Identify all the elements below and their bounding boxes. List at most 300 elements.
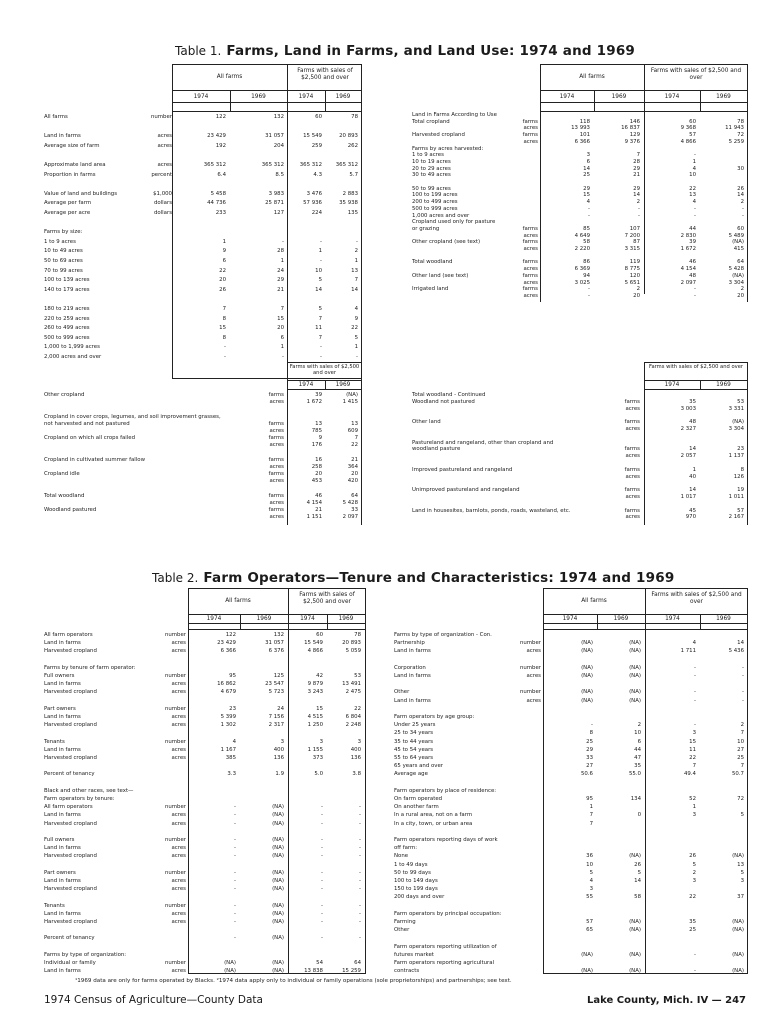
cell-value: 7 <box>318 315 322 322</box>
cell-value: 78 <box>737 118 744 125</box>
cell-value: 20 <box>737 292 744 299</box>
cell-value: 6 <box>586 158 590 165</box>
row-label: Other <box>394 927 410 934</box>
row-unit: farms <box>522 272 538 279</box>
cell-value: 14 <box>634 878 641 884</box>
cell-value: 11 <box>315 325 322 332</box>
cell-value: (NA) <box>581 689 593 696</box>
cell-value: 29 <box>277 277 284 284</box>
cell-value: 47 <box>634 755 641 761</box>
row-label: Other <box>394 689 410 696</box>
cell-value: 6 369 <box>574 266 590 273</box>
row-label: Farm operators by place of residence: <box>394 787 497 794</box>
cell-value: - <box>591 722 593 729</box>
table-row <box>0 253 770 260</box>
table-row <box>0 960 770 968</box>
row-label: Harvested cropland <box>412 132 465 139</box>
cell-value: - <box>224 344 226 351</box>
cell-value: (NA) <box>272 968 284 975</box>
cell-value: - <box>359 812 361 819</box>
cell-value: 5 <box>692 861 696 868</box>
row-unit: number <box>164 837 186 843</box>
t1-right-hdr-1969b: 1969 <box>716 94 731 100</box>
row-unit: farms <box>522 239 538 246</box>
cell-value: 365 312 <box>203 162 226 168</box>
cell-value: 9 376 <box>624 138 640 145</box>
table-row <box>0 280 770 287</box>
cell-value: (NA) <box>629 648 641 655</box>
cell-value: - <box>234 812 236 819</box>
table-row <box>0 172 770 179</box>
row-label: Land in farms <box>44 640 81 647</box>
cell-value: (NA) <box>629 673 641 679</box>
row-unit: acres <box>625 494 640 500</box>
cell-value: - <box>359 878 361 884</box>
row-label: 50 to 69 acres <box>44 258 83 264</box>
cell-value: 1 <box>222 238 226 245</box>
cell-value: 5 458 <box>210 190 226 197</box>
t2-right-hdr-1974b: 1974 <box>665 616 680 622</box>
table-row <box>0 213 770 220</box>
row-label: 1 to 9 acres <box>44 238 76 245</box>
cell-value: (NA) <box>581 664 593 671</box>
row-label: 260 to 499 acres <box>44 325 90 332</box>
row-label: Land in housesites, barnlots, ponds, roads, wasteland, etc. <box>412 507 571 514</box>
cell-value: 204 <box>273 142 284 149</box>
cell-value: - <box>356 354 358 360</box>
row-unit: number <box>164 632 186 638</box>
cell-value: 5 059 <box>345 648 361 655</box>
cell-value: 14 <box>315 286 322 293</box>
cell-value: 42 <box>316 673 323 679</box>
table1-title <box>175 40 635 59</box>
cell-value: - <box>359 902 361 909</box>
table-row <box>0 146 770 153</box>
row-label: Farming <box>394 919 416 925</box>
table-row <box>0 192 770 199</box>
cell-value: 7 200 <box>624 232 640 239</box>
cell-value: - <box>742 664 744 671</box>
cell-value: - <box>694 205 696 212</box>
cell-value: 364 <box>347 464 358 470</box>
t2-left-hdr-1969b: 1969 <box>338 616 354 622</box>
row-label: Harvested cropland <box>44 722 97 729</box>
row-label: Other land <box>412 419 441 426</box>
cell-value: 2 883 <box>342 190 358 197</box>
cell-value: (NA) <box>224 960 236 966</box>
cell-value: 2 317 <box>268 722 284 729</box>
cell-value: 19 <box>737 487 744 494</box>
cell-value: 1 711 <box>680 648 696 655</box>
table-row <box>0 233 770 240</box>
row-unit: farms <box>268 492 284 499</box>
cell-value: 1 <box>318 248 322 255</box>
cell-value: 10 <box>634 730 641 737</box>
table-row <box>0 406 770 413</box>
cell-value: - <box>321 869 323 876</box>
cell-value: - <box>694 968 696 975</box>
row-label: Harvested cropland <box>44 886 97 893</box>
row-label: Farms by type of organization: <box>44 951 127 958</box>
cell-value: 22 <box>354 705 361 712</box>
cell-value: 1 250 <box>307 722 323 729</box>
cell-value: (NA) <box>629 927 641 934</box>
cell-value: 2 097 <box>680 279 696 286</box>
cell-value: 970 <box>685 514 696 521</box>
row-label: Tenants <box>44 738 65 745</box>
cell-value: 9 <box>318 435 322 442</box>
row-label: Average age <box>394 771 428 778</box>
cell-value: - <box>359 919 361 925</box>
cell-value: - <box>234 886 236 893</box>
cell-value: 14 <box>583 165 590 172</box>
cell-value: - <box>321 919 323 925</box>
cell-value: 2 <box>354 248 358 255</box>
cell-value: - <box>694 664 696 671</box>
cell-value: - <box>588 292 590 299</box>
cell-value: 107 <box>629 225 640 232</box>
t1-right-hdr-1974a: 1974 <box>559 94 575 100</box>
cell-value: 23 <box>737 446 744 453</box>
row-label: Corporation <box>394 664 426 671</box>
table-row <box>0 952 770 960</box>
cell-value: 13 993 <box>571 125 590 132</box>
row-label: 50 to 99 days <box>394 869 431 876</box>
cell-value: 25 <box>689 927 696 934</box>
cell-value: 2 327 <box>680 426 696 432</box>
row-unit: farms <box>624 466 640 473</box>
row-label: In a rural area, not on a farm <box>394 812 473 819</box>
cell-value: - <box>359 935 361 942</box>
row-label: Harvested cropland <box>44 689 97 696</box>
cell-value: (NA) <box>629 951 641 958</box>
cell-value: 5 <box>354 334 358 341</box>
row-unit: acres <box>625 405 640 412</box>
cell-value: 3 983 <box>268 190 284 197</box>
cell-value: 365 312 <box>299 162 322 168</box>
cell-value: (NA) <box>346 392 358 398</box>
row-label: All farm operators <box>44 804 93 811</box>
table-row <box>0 821 770 829</box>
row-label: 2,000 acres and over <box>44 354 102 360</box>
row-label: or grazing <box>412 225 440 232</box>
t1-left-hdr-all: All farms <box>216 74 243 80</box>
t1-right-hdr-1969a: 1969 <box>611 94 627 100</box>
cell-value: 15 <box>689 738 696 745</box>
table-row <box>0 730 770 738</box>
cell-value: 4 866 <box>307 648 323 655</box>
row-label: Cropland in cover crops, legumes, and soil improvement grasses, <box>44 413 221 420</box>
cell-value: 65 <box>586 927 593 934</box>
row-unit: acres <box>526 648 541 655</box>
cell-value: 10 <box>586 861 593 868</box>
cell-value: 4 <box>692 165 696 172</box>
row-label: Cropland in cultivated summer fallow <box>44 456 145 463</box>
row-label: Farm operators by tenure: <box>44 796 115 802</box>
cell-value: 3 <box>692 730 696 737</box>
cell-value: - <box>321 902 323 909</box>
row-label: Total woodland <box>412 259 453 266</box>
table-row <box>0 747 770 755</box>
row-unit: farms <box>522 118 538 125</box>
row-unit: number <box>519 689 541 696</box>
cell-value: 8 775 <box>624 266 640 273</box>
table-row <box>0 440 770 447</box>
table-row <box>0 399 770 406</box>
cell-value: - <box>320 258 322 264</box>
table-row <box>0 665 770 673</box>
cell-value: 22 <box>219 267 226 274</box>
cell-value: 1 167 <box>220 746 236 753</box>
cell-value: 23 <box>229 705 236 712</box>
table2-label: Table 2. <box>152 571 199 585</box>
table-row <box>0 166 770 173</box>
cell-value: - <box>359 886 361 893</box>
row-label: Farm operators by age group: <box>394 714 475 720</box>
cell-value: 5 <box>318 306 322 312</box>
cell-value: 4 <box>586 199 590 206</box>
t1-left-hdr-1969b: 1969 <box>335 94 351 100</box>
cell-value: 4 866 <box>680 138 696 145</box>
cell-value: 5 489 <box>728 232 744 239</box>
cell-value: 233 <box>215 210 226 216</box>
row-label: Farms by tenure of farm operator: <box>44 664 136 671</box>
cell-value: 25 <box>586 738 593 745</box>
cell-value: - <box>321 845 323 852</box>
cell-value: 400 <box>273 746 284 753</box>
cell-value: 122 <box>225 632 236 638</box>
cell-value: (NA) <box>272 960 284 966</box>
cell-value: 13 <box>737 861 744 868</box>
cell-value: 609 <box>347 428 358 434</box>
table-row <box>0 886 770 894</box>
cell-value: 40 <box>689 473 696 480</box>
cell-value: 20 <box>633 292 640 299</box>
row-label: Percent of tenancy <box>44 935 95 942</box>
cell-value: - <box>320 344 322 351</box>
cell-value: 8.5 <box>275 171 284 178</box>
table-row <box>0 788 770 796</box>
row-label: 10 to 19 acres <box>412 158 451 165</box>
row-label: 1 to 9 acres <box>412 152 444 159</box>
table-row <box>0 837 770 845</box>
row-label: Approximate land area <box>44 162 106 168</box>
cell-value: 4 <box>354 306 358 312</box>
cell-value: 385 <box>225 755 236 761</box>
cell-value: 4 <box>692 199 696 206</box>
row-label: 45 to 54 years <box>394 746 434 753</box>
cell-value: 3 <box>589 886 593 893</box>
cell-value: - <box>694 152 696 159</box>
table-row <box>0 206 770 213</box>
table-row <box>0 812 770 820</box>
cell-value: 23 547 <box>265 681 284 688</box>
row-unit: number <box>164 673 186 679</box>
cell-value: 29 <box>633 165 640 172</box>
cell-value: 15 <box>277 315 284 322</box>
cell-value: 2 057 <box>680 453 696 460</box>
table-row <box>0 259 770 266</box>
table-row <box>0 246 770 253</box>
cell-value: 4 <box>232 738 236 745</box>
cell-value: - <box>234 853 236 860</box>
row-label: 1,000 acres and over <box>412 212 470 219</box>
row-label: Other cropland (see text) <box>412 239 481 246</box>
cell-value: 23 429 <box>207 133 226 140</box>
table-row <box>0 152 770 159</box>
row-unit: farms <box>522 225 538 232</box>
row-label: Average per acre <box>44 210 91 216</box>
cell-value: - <box>588 212 590 219</box>
row-unit: acres <box>171 755 186 761</box>
cell-value: (NA) <box>581 697 593 704</box>
cell-value: 1 155 <box>307 746 323 753</box>
cell-value: - <box>742 697 744 704</box>
table-row <box>0 681 770 689</box>
table-row <box>0 344 770 354</box>
t1-rsub-1969: 1969 <box>716 382 731 388</box>
cell-value: (NA) <box>272 812 284 819</box>
row-unit: acres <box>171 878 186 884</box>
row-label: Land in Farms According to Use <box>412 112 497 118</box>
table-row <box>0 870 770 878</box>
cell-value: - <box>356 238 358 245</box>
row-unit: acres <box>526 673 541 679</box>
table-row <box>0 179 770 186</box>
cell-value: 6 <box>222 258 226 264</box>
cell-value: 7 <box>354 277 358 284</box>
table-row <box>0 286 770 293</box>
cell-value: 25 <box>583 172 590 179</box>
cell-value: 35 <box>689 919 696 925</box>
cell-value: 400 <box>350 746 361 753</box>
row-unit: farms <box>522 286 538 293</box>
cell-value: 3 <box>357 738 361 745</box>
row-label: Cropland on which all crops failed <box>44 435 136 442</box>
row-unit: farms <box>624 446 640 453</box>
row-label: Harvested cropland <box>44 820 97 827</box>
cell-value: 1 <box>280 344 284 351</box>
cell-value: 95 <box>229 673 236 679</box>
row-label: 10 to 49 acres <box>44 248 83 255</box>
table2-footnote: ¹1969 data are only for farms operated by Blacks. ²1974 data apply only to individual or family operations (sole proprietorships) and partnerships; see text. <box>75 978 512 984</box>
row-label: Value of land and buildings <box>44 190 118 197</box>
t2-right-hdr-1969a: 1969 <box>613 616 629 622</box>
cell-value: 4 <box>589 878 593 884</box>
cell-value: 135 <box>347 210 358 216</box>
cell-value: 5.0 <box>314 771 323 778</box>
cell-value: 1 137 <box>728 453 744 460</box>
row-label: futures market <box>394 951 434 958</box>
cell-value: 3 <box>280 738 284 745</box>
row-unit: acres <box>269 478 284 485</box>
cell-value: 1 302 <box>220 722 236 729</box>
cell-value: 64 <box>351 492 358 499</box>
t1-left-hdr-1969a: 1969 <box>251 94 266 100</box>
cell-value: 28 <box>277 248 284 255</box>
row-label: contracts <box>394 968 420 975</box>
row-label: 30 to 49 acres <box>412 172 451 179</box>
cell-value: 7 <box>692 763 696 770</box>
cell-value: - <box>234 804 236 811</box>
cell-value: 7 <box>354 435 358 442</box>
row-label: Total woodland <box>44 492 85 499</box>
cell-value: 44 736 <box>207 200 226 207</box>
row-label: Woodland not pastured <box>412 398 475 405</box>
cell-value: 13 491 <box>342 681 361 688</box>
cell-value: - <box>234 820 236 827</box>
cell-value: 13 <box>689 192 696 199</box>
row-label: Farms by type of organization - Con. <box>394 632 492 638</box>
table-row <box>0 487 770 494</box>
cell-value: 13 <box>351 420 358 427</box>
cell-value: 192 <box>215 142 226 149</box>
cell-value: 6 366 <box>220 648 236 655</box>
row-label: All farms <box>44 114 68 120</box>
cell-value: 3 <box>692 878 696 884</box>
cell-value: 146 <box>629 118 640 125</box>
row-unit: acres <box>625 426 640 432</box>
cell-value: 3 <box>740 878 744 884</box>
cell-value: 176 <box>311 442 322 449</box>
cell-value: 6 366 <box>574 138 590 145</box>
cell-value: (NA) <box>581 968 593 975</box>
cell-value: 4 649 <box>574 232 590 239</box>
cell-value: - <box>694 286 696 293</box>
cell-value: (NA) <box>732 239 744 246</box>
cell-value: 85 <box>583 225 590 232</box>
cell-value: 9 <box>354 315 358 322</box>
row-unit: acres <box>171 681 186 688</box>
row-label: 1 to 49 days <box>394 861 428 868</box>
row-label: Harvested cropland <box>44 755 97 761</box>
table-row <box>0 722 770 730</box>
cell-value: 7 <box>740 730 744 737</box>
row-label: 50 to 99 acres <box>412 185 451 192</box>
cell-value: (NA) <box>581 648 593 655</box>
table-row <box>0 796 770 804</box>
row-unit: farms <box>268 471 284 478</box>
row-label: Farm operators by principal occupation: <box>394 910 502 917</box>
cell-value: 14 <box>689 487 696 494</box>
cell-value: 31 057 <box>265 133 284 140</box>
cell-value: 3 304 <box>728 426 744 432</box>
row-unit: acres <box>171 968 186 975</box>
row-label: In a city, town, or urban area <box>394 820 473 827</box>
cell-value: - <box>234 910 236 917</box>
row-label: Land in farms <box>394 673 431 679</box>
row-unit: dollars <box>153 200 172 207</box>
table-row <box>0 159 770 166</box>
cell-value: 78 <box>351 114 358 120</box>
cell-value: 134 <box>630 796 641 802</box>
cell-value: 5 <box>637 869 641 876</box>
row-label: 200 to 499 acres <box>412 199 458 206</box>
table-row <box>0 125 770 132</box>
row-label: Average size of farm <box>44 142 100 149</box>
cell-value: - <box>694 212 696 219</box>
cell-value: 2 <box>636 199 640 206</box>
table-row <box>0 446 770 453</box>
cell-value: 87 <box>633 239 640 246</box>
cell-value: 8 <box>589 730 593 737</box>
table-row <box>0 412 770 419</box>
row-unit: acres <box>171 689 186 696</box>
cell-value: 7 <box>636 152 640 159</box>
cell-value: 259 <box>311 142 322 149</box>
row-unit: acres <box>171 845 186 852</box>
cell-value: 64 <box>737 259 744 266</box>
